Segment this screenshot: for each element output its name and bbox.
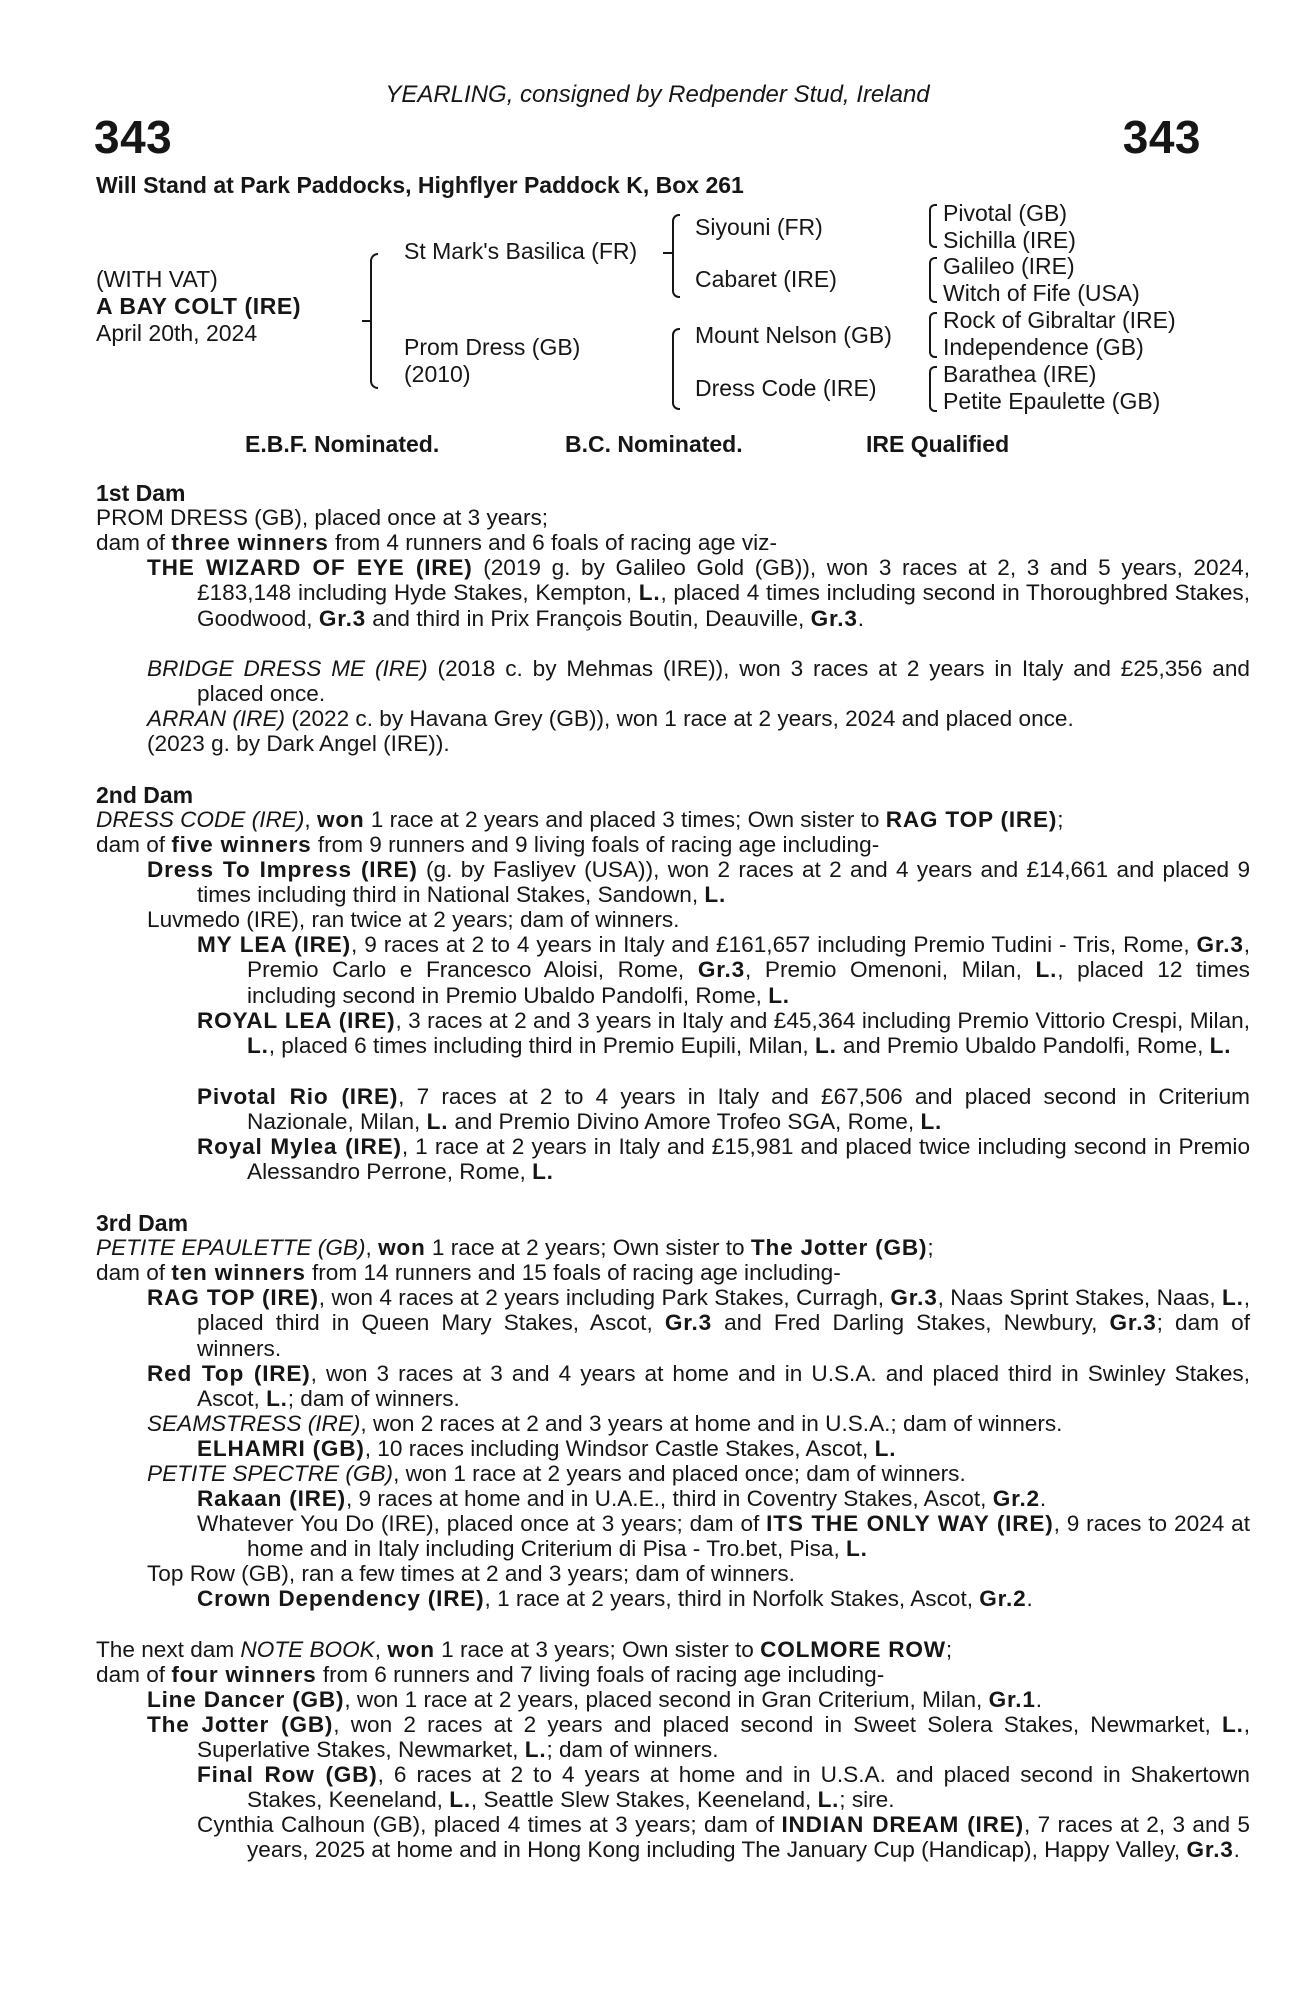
gg-8: Petite Epaulette (GB) (943, 388, 1161, 414)
next-dam-granddaughter: Cynthia Calhoun (GB), placed 4 times at 3 years; dam of INDIAN DREAM (IRE), 7 races at 2, 3 and 5 years, 2025 at home and in Hong Kong including The January Cup (Handicap), Happy Valley, Gr.3. (197, 1812, 1250, 1863)
second-dam-produce-luvmedo: Luvmedo (IRE), ran twice at 2 years; dam of winners. (147, 907, 680, 932)
horse-name: A BAY COLT (IRE) (96, 293, 302, 319)
granddaughter-winner-4: Royal Mylea (IRE), 1 race at 2 years in Italy and £15,981 and placed twice including second in Premio Alessandro Perrone, Rome, L. (197, 1134, 1251, 1185)
third-dam-produce-line: dam of ten winners from 14 runners and 15 foals of racing age including- (96, 1260, 841, 1285)
third-dam-grandson-3: Crown Dependency (IRE), 1 race at 2 years, third in Norfolk Stakes, Ascot, Gr.2. (197, 1586, 1033, 1611)
granddaughter-winner-2: ROYAL LEA (IRE), 3 races at 2 and 3 years in Italy and £45,364 including Premio Vittorio Crespi, Milan, L., placed 6 times including third in Premio Eupili, Milan, L. and Premio Ubaldo Pandolfi, Rome, L. (197, 1008, 1250, 1059)
dam-brace (672, 328, 680, 410)
third-dam-grandson-2: Rakaan (IRE), 9 races at home and in U.A.E., third in Coventry Stakes, Ascot, Gr.2. (197, 1486, 1047, 1511)
first-dam-foal-2023: (2023 g. by Dark Angel (IRE)). (147, 731, 450, 756)
gg-7: Barathea (IRE) (943, 361, 1097, 387)
g-brace-3 (929, 312, 937, 358)
g-brace-4 (929, 366, 937, 412)
pedigree-brace-main-tip (362, 320, 372, 322)
sire-brace (672, 214, 680, 298)
third-dam-heading: 3rd Dam (96, 1210, 189, 1236)
dam-sire: Mount Nelson (GB) (695, 322, 892, 348)
first-dam-winner-2: BRIDGE DRESS ME (IRE) (2018 c. by Mehmas (IRE)), won 3 races at 2 years in Italy and £25,356 and placed once. (147, 656, 1250, 707)
gg-3: Galileo (IRE) (943, 253, 1075, 279)
gg-6: Independence (GB) (943, 334, 1144, 360)
first-dam-winner-3: ARRAN (IRE) (2022 c. by Havana Grey (GB)), won 1 race at 2 years, 2024 and placed once. (147, 706, 1074, 731)
third-dam-winner-2: Red Top (IRE), won 3 races at 3 and 4 years at home and in U.S.A. and placed third in Swinley Stakes, Ascot, L.; dam of winners. (147, 1361, 1250, 1412)
bc-nominated: B.C. Nominated. (565, 431, 743, 457)
g-brace-1 (929, 204, 937, 248)
dam-year: (2010) (404, 361, 471, 387)
next-dam-winner-2: The Jotter (GB), won 2 races at 2 years and placed second in Sweet Solera Stakes, Newmarket, L., Superlative Stakes, Newmarket, L.; dam of winners. (147, 1712, 1250, 1763)
second-dam-winner-1: Dress To Impress (IRE) (g. by Fasliyev (USA)), won 2 races at 2 and 4 years and £14,661 and placed 9 times including third in National Stakes, Sandown, L. (147, 857, 1251, 908)
first-dam-line: PROM DRESS (GB), placed once at 3 years; (96, 505, 549, 530)
ebf-nominated: E.B.F. Nominated. (245, 431, 440, 457)
first-dam-heading: 1st Dam (96, 480, 186, 506)
ire-qualified: IRE Qualified (866, 431, 1010, 457)
dam: Prom Dress (GB) (404, 334, 581, 360)
first-dam-winner-1: THE WIZARD OF EYE (IRE) (2019 g. by Galileo Gold (GB)), won 3 races at 2, 3 and 5 years, 2024, £183,148 including Hyde Stakes, Kempton, L., placed 4 times including second in Thoroughbred Stakes, Goodwood, Gr.3 and third in Prix François Boutin, Deauville, Gr.3. (147, 555, 1251, 631)
lot-number-left: 343 (94, 111, 173, 163)
granddaughter-winner-1: MY LEA (IRE), 9 races at 2 to 4 years in Italy and £161,657 including Premio Tudini - Tris, Rome, Gr.3, Premio Carlo e Francesco Aloisi, Rome, Gr.3, Premio Omenoni, Milan, L., placed 12 times including second in Premio Ubaldo Pandolfi, Rome, L. (197, 932, 1250, 1008)
third-dam-winner-1: RAG TOP (IRE), won 4 races at 2 years including Park Stakes, Curragh, Gr.3, Naas Sprint Stakes, Naas, L., placed third in Queen Mary Stakes, Ascot, Gr.3 and Fred Darling Stakes, Newbury, Gr.3; dam of winners. (147, 1285, 1250, 1361)
second-dam-produce-line: dam of five winners from 9 runners and 9 living foals of racing age including- (96, 832, 880, 857)
lot-number-right: 343 (1122, 111, 1201, 163)
sire-dam: Cabaret (IRE) (695, 266, 837, 292)
venue-line: Will Stand at Park Paddocks, Highflyer Paddock K, Box 261 (96, 172, 744, 198)
third-dam-winner-3: SEAMSTRESS (IRE), won 2 races at 2 and 3 years at home and in U.S.A.; dam of winners. (147, 1411, 1063, 1436)
second-dam-heading: 2nd Dam (96, 782, 194, 808)
first-dam-produce-line: dam of three winners from 4 runners and 6 foals of racing age viz- (96, 530, 778, 555)
third-dam-line: PETITE EPAULETTE (GB), won 1 race at 2 years; Own sister to The Jotter (GB); (96, 1235, 934, 1260)
sire-sire: Siyouni (FR) (695, 214, 823, 240)
dam-dam: Dress Code (IRE) (695, 375, 877, 401)
next-dam-line: The next dam NOTE BOOK, won 1 race at 3 years; Own sister to COLMORE ROW; (96, 1637, 953, 1662)
second-dam-line: DRESS CODE (IRE), won 1 race at 2 years and placed 3 times; Own sister to RAG TOP (IRE); (96, 807, 1064, 832)
g-brace-2 (929, 257, 937, 303)
gg-4: Witch of Fife (USA) (943, 280, 1140, 306)
consignor-line: YEARLING, consigned by Redpender Stud, Ireland (385, 81, 930, 108)
vat-note: (WITH VAT) (96, 266, 218, 292)
gg-5: Rock of Gibraltar (IRE) (943, 307, 1176, 333)
third-dam-grandson-1: ELHAMRI (GB), 10 races including Windsor Castle Stakes, Ascot, L. (197, 1436, 897, 1461)
sire: St Mark's Basilica (FR) (404, 238, 638, 264)
next-dam-produce-line: dam of four winners from 6 runners and 7 living foals of racing age including- (96, 1662, 885, 1687)
third-dam-winner-4: PETITE SPECTRE (GB), won 1 race at 2 years and placed once; dam of winners. (147, 1461, 966, 1486)
sire-brace-tip (663, 252, 673, 254)
next-dam-grandson: Final Row (GB), 6 races at 2 to 4 years at home and in U.S.A. and placed second in Shakertown Stakes, Keeneland, L., Seattle Slew Stakes, Keeneland, L.; sire. (197, 1762, 1250, 1813)
granddaughter-winner-3: Pivotal Rio (IRE), 7 races at 2 to 4 years in Italy and £67,506 and placed second in Criterium Nazionale, Milan, L. and Premio Divino Amore Trofeo SGA, Rome, L. (197, 1084, 1250, 1135)
third-dam-granddaughter: Whatever You Do (IRE), placed once at 3 years; dam of ITS THE ONLY WAY (IRE), 9 races to 2024 at home and in Italy including Criterium di Pisa - Tro.bet, Pisa, L. (197, 1511, 1250, 1562)
foaling-date: April 20th, 2024 (96, 320, 258, 346)
next-dam-winner-1: Line Dancer (GB), won 1 race at 2 years, placed second in Gran Criterium, Milan, Gr.1. (147, 1687, 1043, 1712)
gg-1: Pivotal (GB) (943, 200, 1067, 226)
third-dam-produce-top-row: Top Row (GB), ran a few times at 2 and 3 years; dam of winners. (147, 1561, 795, 1586)
gg-2: Sichilla (IRE) (943, 227, 1076, 253)
